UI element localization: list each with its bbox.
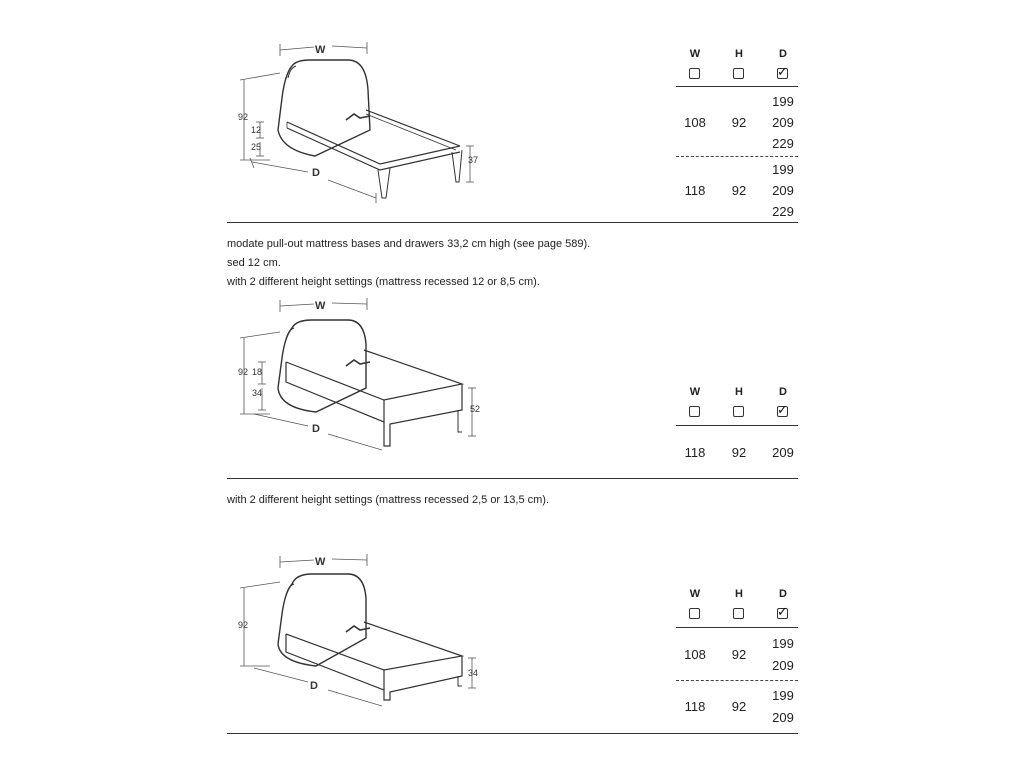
height-92-label: 92: [238, 112, 249, 122]
width-label: W: [315, 44, 326, 56]
d-value: 209: [772, 710, 794, 725]
side-34-label: 34: [468, 668, 479, 678]
d-value: 199: [772, 162, 794, 177]
note-line: modate pull-out mattress bases and drawers 33,2 cm high (see page 589).: [227, 238, 591, 250]
w-checkbox: [689, 68, 700, 79]
height-34-label: 34: [252, 388, 263, 398]
d-value: 199: [772, 636, 794, 651]
height-25-label: 25: [251, 142, 262, 152]
bed-drawing-1: [230, 38, 490, 203]
h-checkbox: [733, 68, 744, 79]
leg-37-label: 37: [468, 155, 479, 165]
w-value: 108: [684, 647, 706, 662]
d-value: 209: [772, 658, 794, 673]
col-w-header: W: [689, 588, 701, 600]
note-line: with 2 different height settings (mattress recessed 2,5 or 13,5 cm).: [227, 494, 550, 506]
height-92-label: 92: [238, 367, 249, 377]
depth-label: D: [310, 680, 318, 692]
h-checkbox: [733, 608, 744, 619]
col-w-header: W: [689, 48, 701, 60]
col-d-header: D: [779, 48, 787, 60]
section-rule: [227, 478, 798, 479]
side-52-label: 52: [470, 404, 481, 414]
width-label: W: [315, 556, 326, 568]
h-value: 92: [731, 647, 747, 662]
bed-drawing-3: [230, 548, 490, 708]
height-18-label: 18: [252, 367, 263, 377]
depth-label: D: [312, 423, 320, 435]
table-divider: [676, 680, 798, 681]
section-rule: [227, 222, 798, 223]
table-rule: [676, 86, 798, 87]
w-value: 118: [684, 445, 706, 460]
w-checkbox: [689, 608, 700, 619]
table-divider: [676, 156, 798, 157]
d-value: 199: [772, 94, 794, 109]
h-value: 92: [731, 183, 747, 198]
d-value: 229: [772, 204, 794, 219]
d-checkbox: [777, 68, 788, 79]
d-checkbox: [777, 406, 788, 417]
col-h-header: H: [735, 48, 743, 60]
note-line: sed 12 cm.: [227, 257, 281, 269]
height-12-label: 12: [251, 125, 262, 135]
section-rule: [227, 733, 798, 734]
d-value: 209: [772, 445, 794, 460]
note-line: with 2 different height settings (mattress recessed 12 or 8,5 cm).: [227, 276, 540, 288]
col-w-header: W: [689, 386, 701, 398]
h-checkbox: [733, 406, 744, 417]
bed-drawing-2: [230, 292, 490, 452]
w-value: 118: [684, 699, 706, 714]
d-value: 229: [772, 136, 794, 151]
w-value: 108: [684, 115, 706, 130]
col-h-header: H: [735, 588, 743, 600]
h-value: 92: [731, 699, 747, 714]
h-value: 92: [731, 115, 747, 130]
width-label: W: [315, 300, 326, 312]
d-checkbox: [777, 608, 788, 619]
table-rule: [676, 425, 798, 426]
col-h-header: H: [735, 386, 743, 398]
h-value: 92: [731, 445, 747, 460]
w-value: 118: [684, 183, 706, 198]
col-d-header: D: [779, 386, 787, 398]
depth-label: D: [312, 167, 320, 179]
d-value: 209: [772, 183, 794, 198]
d-value: 209: [772, 115, 794, 130]
height-92-label: 92: [238, 620, 249, 630]
d-value: 199: [772, 688, 794, 703]
table-rule: [676, 627, 798, 628]
col-d-header: D: [779, 588, 787, 600]
w-checkbox: [689, 406, 700, 417]
